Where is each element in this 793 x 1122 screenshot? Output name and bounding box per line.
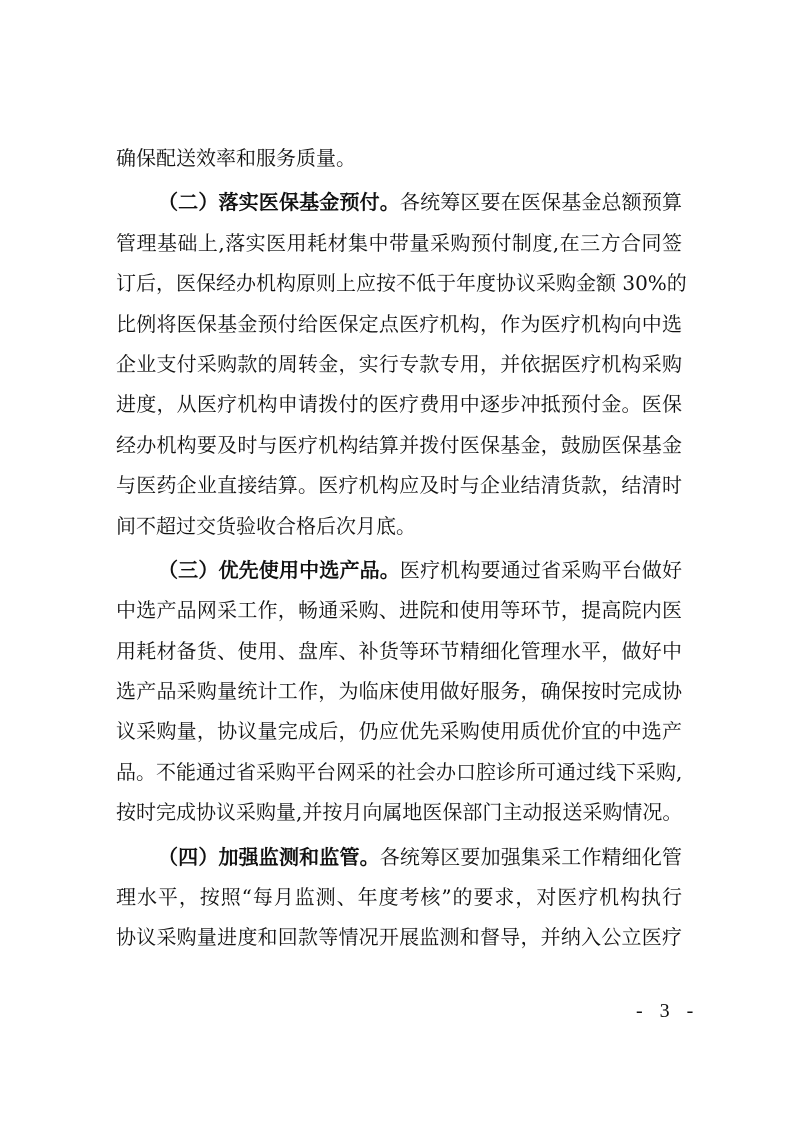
text-line: 议采购量，协议量完成后，仍应优先采购使用质优价宜的中选产 (116, 719, 682, 744)
text-line: 经办机构要及时与医疗机构结算并拨付医保基金，鼓励医保基金 (116, 432, 682, 457)
text-line: 用耗材备货、使用、盘库、补货等环节精细化管理水平，做好中 (116, 638, 682, 663)
text-line: 确保配送效率和服务质量。 (116, 146, 356, 170)
text-line: 选产品采购量统计工作，为临床使用做好服务，确保按时完成协 (116, 679, 682, 704)
document-body (116, 138, 687, 958)
text-line: 企业支付采购款的周转金，实行专款专用，并依据医疗机构采购 (116, 351, 682, 376)
text-line (116, 550, 682, 590)
text-line: 比例将医保基金预付给医保定点医疗机构，作为医疗机构向中选 (116, 311, 682, 336)
text-line: 理水平，按照“每月监测、年度考核”的要求，对医疗机构执行 (116, 885, 682, 910)
page-number: - 3 - (636, 1000, 700, 1022)
text-span: 各统筹区要加强集采工作精细化管 (379, 844, 683, 869)
section-heading: （三）优先使用中选产品。 (158, 557, 400, 582)
text-line: 管理基础上,落实医用耗材集中带量采购预付制度,在三方合同签 (116, 230, 682, 255)
text-line: 间不超过交货验收合格后次月底。 (116, 513, 416, 538)
text-line: 进度，从医疗机构申请拨付的医疗费用中逐步冲抵预付金。医保 (116, 392, 682, 417)
text-line (116, 837, 682, 877)
text-line: 协议采购量进度和回款等情况开展监测和督导，并纳入公立医疗 (116, 925, 682, 950)
text-span: 医疗机构要通过省采购平台做好 (399, 557, 683, 582)
text-line: 订后，医保经办机构原则上应按不低于年度协议采购金额 30%的 (116, 271, 687, 296)
text-line: 中选产品网采工作，畅通采购、进院和使用等环节，提高院内医 (116, 598, 682, 623)
section-heading: （四）加强监测和监管。 (158, 844, 380, 869)
text-line: 与医药企业直接结算。医疗机构应及时与企业结清货款，结清时 (116, 473, 682, 498)
text-line: 品。不能通过省采购平台网采的社会办口腔诊所可通过线下采购, (116, 759, 683, 784)
paragraph-3 (116, 550, 682, 833)
text-line: 按时完成协议采购量,并按月向属地医保部门主动报送采购情况。 (116, 800, 683, 825)
text-span: 各统筹区要在医保基金总额预算 (399, 190, 683, 215)
paragraph-2 (116, 182, 687, 546)
paragraph-4 (116, 837, 682, 958)
text-line (116, 182, 682, 222)
section-heading: （二）落实医保基金预付。 (158, 190, 400, 215)
paragraph-1 (116, 138, 682, 178)
